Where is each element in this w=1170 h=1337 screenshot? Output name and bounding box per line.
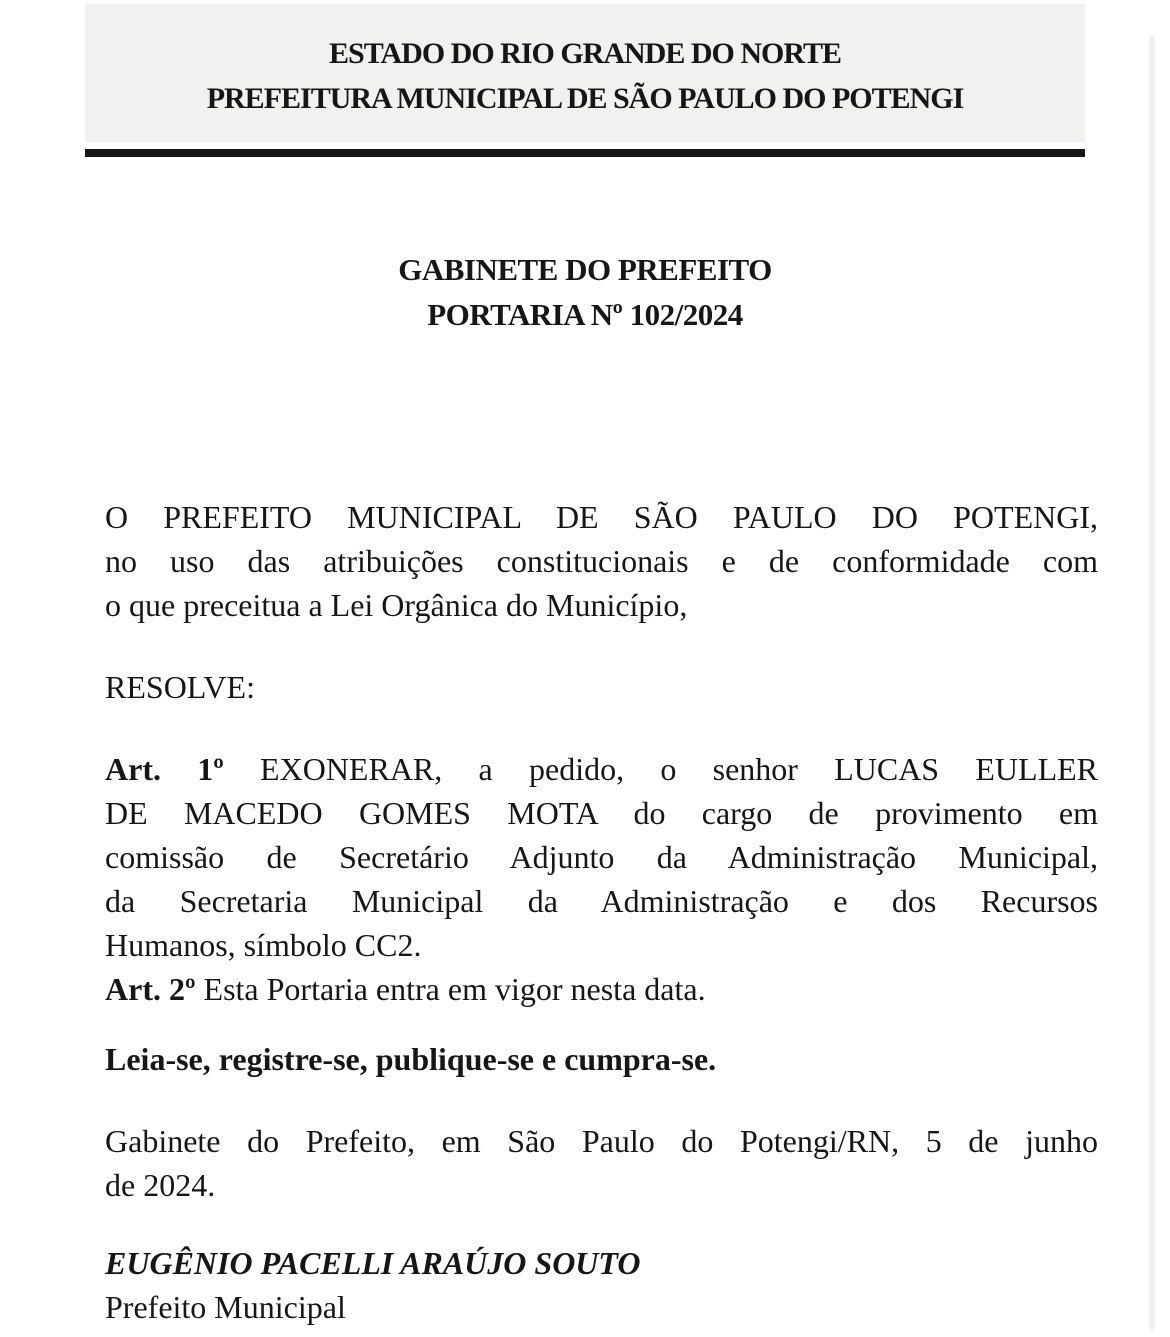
document-title-block bbox=[0, 247, 1170, 337]
articles-paragraph bbox=[105, 747, 1098, 1011]
article-1-line: Humanos, símbolo CC2. bbox=[105, 927, 422, 963]
resolve-line: RESOLVE: bbox=[105, 669, 255, 705]
signature-name: EUGÊNIO PACELLI ARAÚJO SOUTO bbox=[105, 1245, 641, 1281]
article-1-text: EXONERAR, a pedido, o senhor LUCAS EULLER bbox=[223, 751, 1099, 787]
article-2-label: Art. 2º bbox=[105, 971, 196, 1007]
closing-paragraph bbox=[105, 1037, 1098, 1081]
dateline-line: de 2024. bbox=[105, 1167, 216, 1203]
resolve-paragraph bbox=[105, 665, 1098, 709]
document-body bbox=[105, 495, 1098, 1329]
signature-block bbox=[105, 1241, 1098, 1329]
article-1-line: da Secretaria Municipal da Administração e dos Recursos bbox=[105, 883, 1098, 919]
title-ordinance-number-line: PORTARIA Nº 102/2024 bbox=[427, 297, 743, 332]
preamble-paragraph bbox=[105, 495, 1098, 627]
letterhead-municipality-line: PREFEITURA MUNICIPAL DE SÃO PAULO DO POTENGI bbox=[206, 82, 964, 115]
article-1-line: DE MACEDO GOMES MOTA do cargo de provimento em bbox=[105, 795, 1098, 831]
article-2-line bbox=[105, 967, 1098, 1011]
letterhead bbox=[85, 4, 1085, 142]
dateline-line: Gabinete do Prefeito, em São Paulo do Potengi/RN, 5 de junho bbox=[105, 1123, 1098, 1159]
preamble-line: O PREFEITO MUNICIPAL DE SÃO PAULO DO POTENGI, bbox=[105, 499, 1098, 535]
article-1-line bbox=[105, 747, 1098, 791]
title-office-line: GABINETE DO PREFEITO bbox=[398, 252, 772, 287]
letterhead-divider bbox=[85, 149, 1085, 157]
preamble-line: no uso das atribuições constitucionais e de conformidade com bbox=[105, 543, 1098, 579]
article-1-label: Art. 1º bbox=[105, 751, 224, 787]
letterhead-state-line: ESTADO DO RIO GRANDE DO NORTE bbox=[329, 37, 841, 70]
preamble-line: o que preceitua a Lei Orgânica do Município, bbox=[105, 587, 688, 623]
closing-line: Leia-se, registre-se, publique-se e cumpra-se. bbox=[105, 1041, 717, 1077]
article-1-line: comissão de Secretário Adjunto da Administração Municipal, bbox=[105, 839, 1098, 875]
signature-role: Prefeito Municipal bbox=[105, 1289, 346, 1325]
page-edge-line bbox=[1149, 36, 1155, 1331]
dateline-paragraph bbox=[105, 1119, 1098, 1207]
article-2-text: Esta Portaria entra em vigor nesta data. bbox=[195, 971, 706, 1007]
